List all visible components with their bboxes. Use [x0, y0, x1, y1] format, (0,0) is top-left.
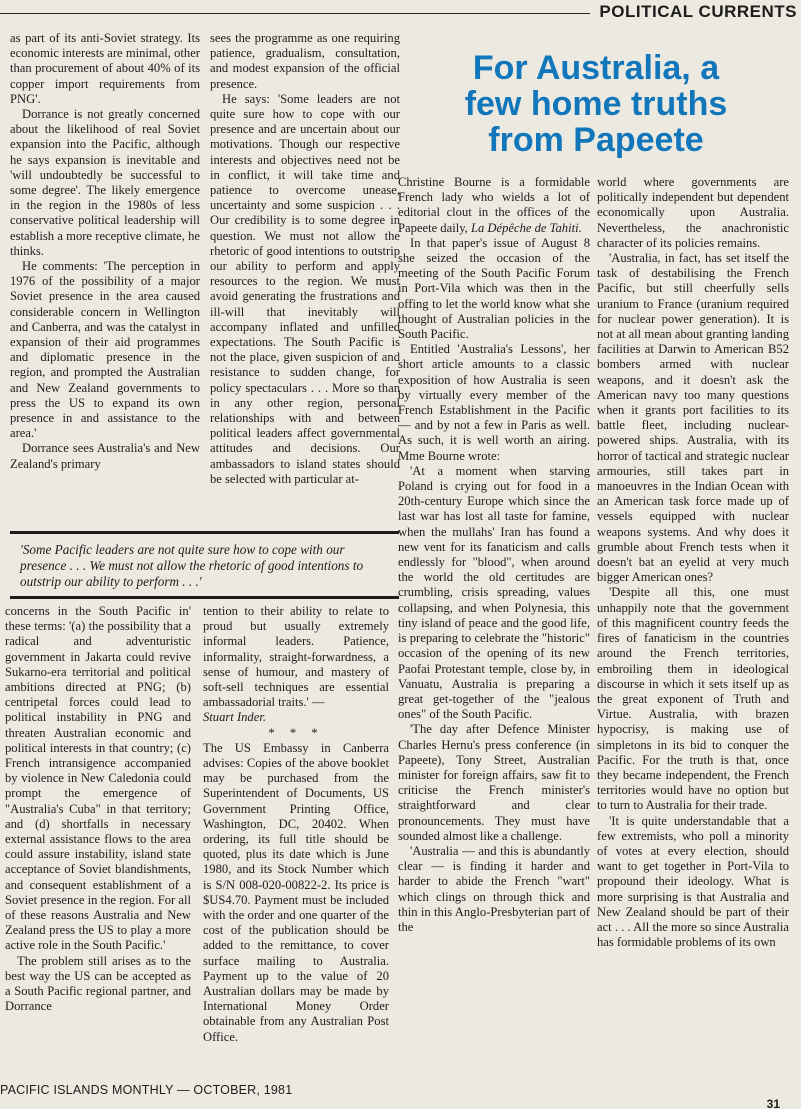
paragraph: Dorrance sees Australia's and New Zealand's primary — [10, 441, 200, 471]
paragraph: as part of its anti-Soviet strategy. Its economic interests are minimal, other than procurement of about 40% of its copper import requirements from PNG'. — [10, 31, 200, 106]
newspaper-name: La Dépêche de Tahiti. — [470, 220, 582, 235]
pull-quote-rule-bottom — [10, 596, 399, 599]
publication-footer: PACIFIC ISLANDS MONTHLY — OCTOBER, 1981 — [0, 1083, 293, 1097]
paragraph: sees the programme as one requiring patience, gradualism, consultation, and modest expansion of the official presence. — [210, 31, 400, 91]
article-column-1-top — [10, 31, 200, 527]
article-column-4 — [597, 175, 789, 1080]
paragraph: concerns in the South Pacific in' these terms: '(a) the possibility that a radical and adventuristic government in Jakarta could revive Sukarno-era territorial and political ambitions directed at PNG; (b) centripetal forces could lead to political instability in PNG and threaten Australian economic and political interests in that country; (c) French intransigence accompanied by violence in New Caledonia could prompt the emergence of "Australia's Cuba" in that territory; and (d) shortfalls in necessary external assistance flows to the area could assure instability, island state acceptance of Soviet blandishments, and consequent establishment of a Soviet presence in the region. For all of these reasons Australia and New Zealand press the US to play a more active role in the South Pacific.' — [5, 604, 191, 953]
headline-line: from Papeete — [488, 121, 704, 159]
paragraph: In that paper's issue of August 8 she seized the occasion of the meeting of the South Pacific Forum in Port-Vila which was then in the offing to let the world know what she thought of Australian policies in the South Pacific. — [398, 235, 590, 342]
paragraph: 'At a moment when starving Poland is crying out for food in a 20th-century Europe which since the last war has lost all taste for famine, when the mullahs' Iran has found a new vent for its fanaticism and calls endlessly for "blood", when around the world the old certitudes are crumbling, crisis spreading, values collapsing, and when Polynesia, this tiny island of peace and the good life, is preparing to celebrate the "historic" occasion of the opening of its new Paofai Protestant temple, close by, in Vanuatu, Australia is preparing a great get-together of the "jealous ones" of the South Pacific. — [398, 463, 590, 722]
article-column-1-bottom — [5, 604, 191, 1080]
paragraph: 'The day after Defence Minister Charles Hernu's press conference (in Papeete), Tony Street, Australian minister for foreign affairs, saw fit to criticise the French minister's straightforward and clear pronouncements. They must have sounded almost like a challenge. — [398, 722, 590, 843]
paragraph: Entitled 'Australia's Lessons', her short article amounts to a classic exposition of how Australia is seen by virtually every member of the French Establishment in the Pacific — and by not a few in Paris as well. As such, it is well worth an airing. Mme Bourne wrote: — [398, 342, 590, 463]
byline: Stuart Inder. — [203, 710, 266, 725]
paragraph: The problem still arises as to the best way the US can be accepted as a South Pacific regional partner, and Dorrance — [5, 953, 191, 1014]
paragraph: world where governments are politically independent but dependent economically upon Australia. Nevertheless, the anachronistic character of its policies remains. — [597, 175, 789, 250]
headline-line: For Australia, a — [472, 49, 720, 87]
section-label: POLITICAL CURRENTS — [599, 2, 797, 21]
section-break-stars: * * * — [268, 725, 324, 740]
paragraph: 'Australia, in fact, has set itself the task of destabilising the French Pacific, but still cheerfully sells uranium to France (uranium required for nuclear power generation). It is not at all mean about granting landing facilities at Darwin to American B52 bombers armed with nuclear weapons, and it doesn't ask the American navy too many questions when it grants port facilities to its battle fleet, including nuclear-powered ships. Australia, with its horror of tactical and strategic nuclear armouries, still takes part in manoeuvres in the Indian Ocean with an American task force made up of vessels equipped with nuclear weapons systems. And why does it grumble about French tests when it doesn't bat an eyelid at very much bigger American ones? — [597, 251, 789, 585]
header-rule — [0, 13, 590, 14]
article-column-2-top — [210, 31, 400, 527]
article-headline — [418, 50, 774, 158]
article-column-2-bottom — [203, 604, 389, 1080]
page-number: 31 — [766, 1097, 780, 1109]
intro-paragraph — [398, 175, 590, 236]
article-column-3 — [398, 175, 590, 1080]
intro-text: Christine Bourne is a formidable French lady who wields a lot of editorial clout in the offices of the Papeete daily, — [398, 175, 590, 235]
paragraph: 'Despite all this, one must unhappily note that the government of this magnificent country feeds the fires of fanaticism in the countries around the French territories, embroiling them in ideological discourse in which it sets itself up as the great exponent of Truth and Virtue. Australia, with brazen hypocrisy, is making use of simpletons in its bid to conquer the Pacific. For the truth is that, once they became independent, the French territories would have no option but to turn to Australia for their trade. — [597, 585, 789, 813]
pull-quote-rule-top — [10, 531, 399, 534]
pull-quote: 'Some Pacific leaders are not quite sure how to cope with our presence . . . We must not allow the rhetoric of good intentions to outstrip our ability to perform . . .' — [20, 542, 364, 589]
paragraph: The US Embassy in Canberra advises: Copies of the above booklet may be purchased from the Superintendent of Documents, US Government Printing Office, Washington, DC, 20402. When ordering, its full title should be quoted, plus its date which is June 1980, and its Stock Number which is S/N 008-020-00822-2. Its price is $US4.70. Payment must be included with the order and one quarter of the cost of the publication should be added to the remittance, to cover surface mailing to Australia. Payment up to the value of 20 Australian dollars may be made by International Money Order obtainable from any Australian Post Office. — [203, 740, 389, 1044]
paragraph: He comments: 'The perception in 1976 of the possibility of a major Soviet presence in the area caused considerable concern in Wellington and Canberra, and was the catalyst in expansion of their aid programmes and diplomatic presence in the region, and prompted the Australian and New Zealand governments to press the US to expand its own presence in and assistance to the area.' — [10, 259, 200, 441]
paragraph: Dorrance is not greatly concerned about the likelihood of real Soviet expansion into the Pacific, although he says expansion is inevitable and 'will undoubtedly be successful to some degree'. The likely emergence in the region in the 1980s of less conservative political leadership will establish a more receptive climate, he thinks. — [10, 107, 200, 258]
paragraph: tention to their ability to relate to proud but usually extremely informal leaders. Patience, informality, straight-forwardness, a sense of humour, and mastery of soft-sell techniques are essential ambassadorial traits.' — — [203, 604, 389, 710]
paragraph: 'Australia — and this is abundantly clear — is finding it harder and harder to abide the French "wart" which clings on through thick and thin in this Anglo-Presbyterian part of the — [398, 843, 590, 934]
headline-line: few home truths — [464, 85, 728, 123]
paragraph: 'It is quite understandable that a few extremists, who poll a minority of votes at every election, should want to get together in Port-Vila to propound their ideology. What is more surprising is that Australia and New Zealand should be part of their act . . . All the more so since Australia has formidable problems of its own — [597, 813, 789, 950]
paragraph: He says: 'Some leaders are not quite sure how to cope with our presence and are uncertain about our motivations. Though our respective interests and objectives need not be in conflict, it will take time and patience to overcome unease, uncertainty and some suspicion . . . Our credibility is to some degree in question. We must not allow the rhetoric of good intentions to outstrip our ability to perform and apply resources to the region. We must avoid generating the frustrations and ill-will that inevitably will accompany inflated and unfilled expectations. The South Pacific is not the place, given suspicion of and resistance to sudden change, for policy spectaculars . . . More so than in any other region, personal relationships with and between political leaders affect governmental attitudes and decisions. Our ambassadors to island states should be selected with particular at- — [210, 91, 400, 486]
